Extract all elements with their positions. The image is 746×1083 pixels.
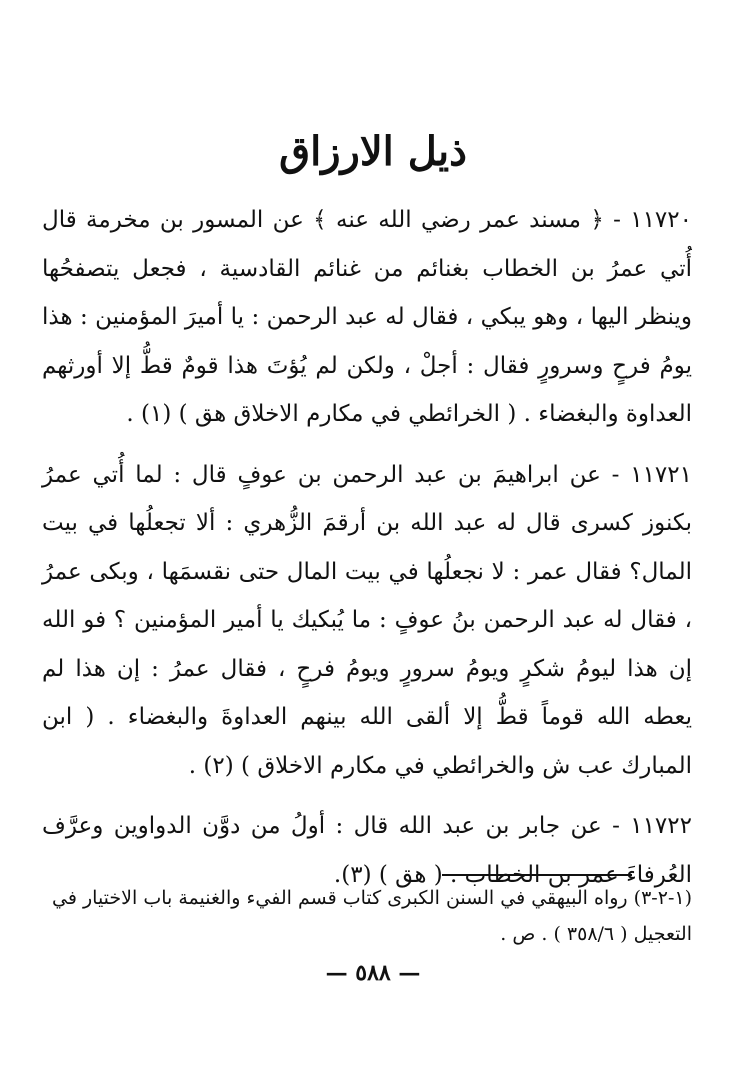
entry-number: ١١٧٢٢ xyxy=(630,813,692,839)
hadith-entry xyxy=(42,196,692,439)
body-text xyxy=(42,196,692,911)
entry-text: - ﴿ مسند عمر رضي الله عنه ﴾ عن المسور بن مخرمة قال أُتي عمرُ بن الخطاب بغنائم من غنائم القادسية ، فجعل يتصفحُها وينظر اليها ، وهو يبكي ، فقال له عبد الرحمن : يا أميرَ المؤمنين : هذا يومُ فرحٍ وسرورٍ فقال : أجلْ ، ولكن لم يُؤتَ هذا قومٌ قطُّ إلا أورثهم العداوة والبغضاء . ( الخرائطي في مكارم الاخلاق هق ) (١) . xyxy=(42,207,692,427)
footnote-divider xyxy=(442,874,632,876)
page-number: — ٥٨٨ — xyxy=(325,960,421,986)
page-heading: ذيل الارزاق xyxy=(279,128,467,175)
entry-text: - عن ابراهيمَ بن عبد الرحمن بن عوفٍ قال : لما أُتي عمرُ بكنوز كسرى قال له عبد الله بن أرقمَ الزُّهري : ألا تجعلُها في بيت المال؟ فقال عمر : لا نجعلُها في بيت المال حتى نقسمَها ، وبكى عمرُ ، فقال له عبد الرحمن بنُ عوفٍ : ما يُبكيك يا أمير المؤمنين ؟ فو الله إن هذا ليومُ شكرٍ ويومُ سرورٍ ويومُ فرحٍ ، فقال عمرُ : إن هذا لم يعطه الله قوماً قطُّ إلا ألقى الله بينهم العداوةَ والبغضاء . ( ابن المبارك عب ش والخرائطي في مكارم الاخلاق ) (٢) . xyxy=(42,461,692,779)
entry-text: - عن جابر بن عبد الله قال : أولُ من دوَّن الدواوين وعرَّف العُرفاءَ عمر بن الخطاب . ( هق ) (٣). xyxy=(42,813,692,888)
entry-number: ١١٧٢١ xyxy=(630,461,692,488)
entry-number: ١١٧٢٠ xyxy=(630,207,692,233)
footnote: (١-٢-٣) رواه البيهقي في السنن الكبرى كتاب قسم الفيء والغنيمة باب الاختيار في التعجيل ( ٣٥٨/٦ ) . ص . xyxy=(52,887,692,945)
hadith-entry xyxy=(42,451,692,791)
